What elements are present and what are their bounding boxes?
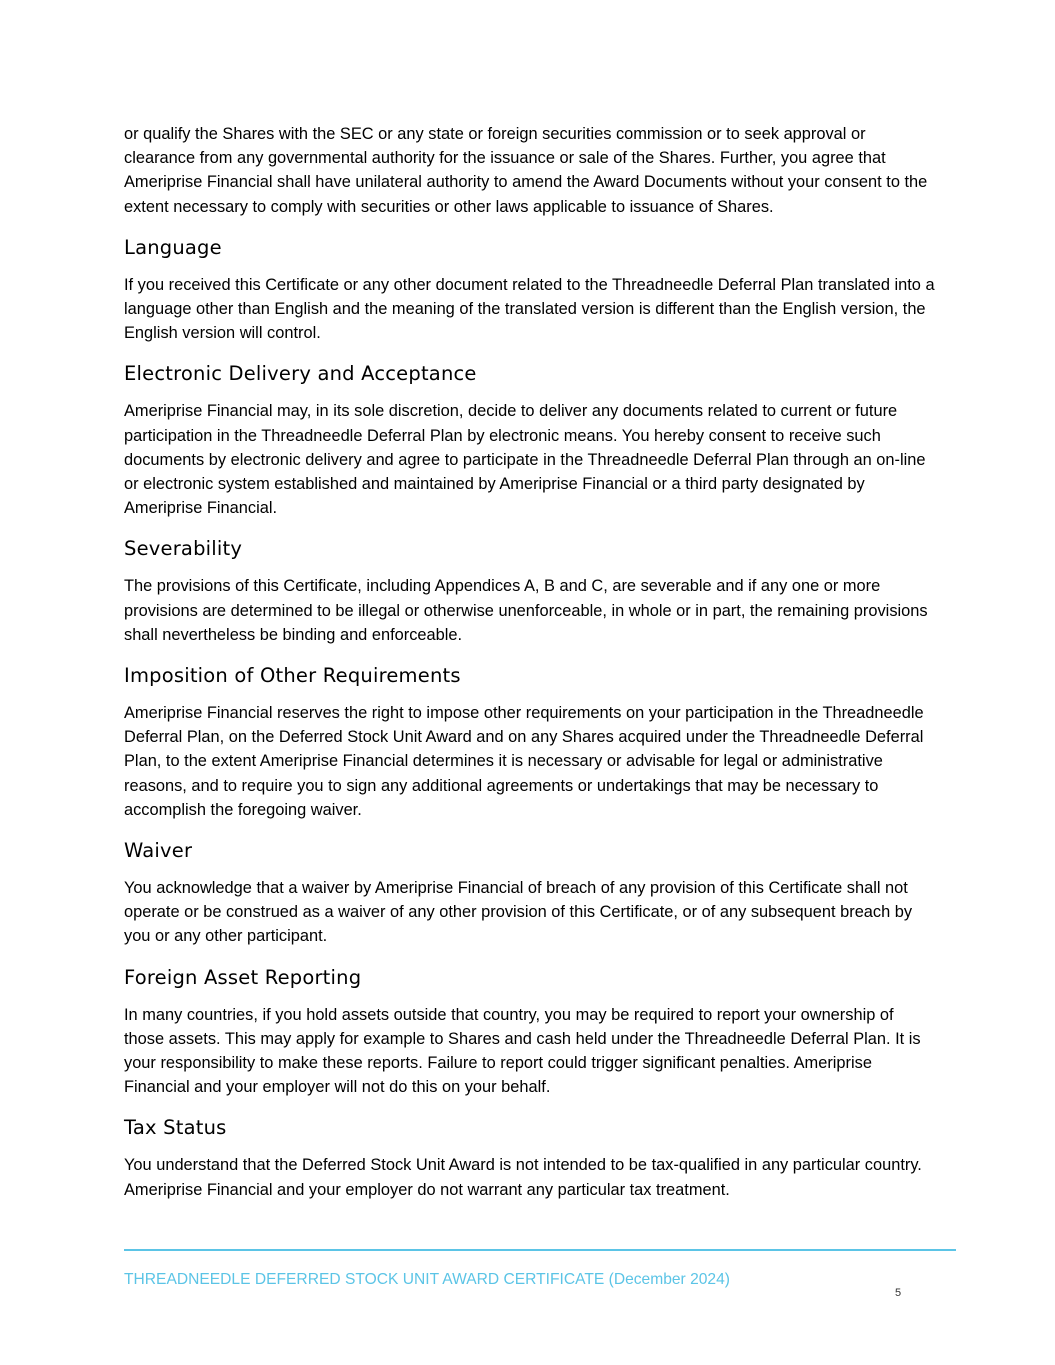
heading-severability: Severability: [124, 537, 243, 561]
paragraph-foreign-asset-reporting: In many countries, if you hold assets outside that country, you may be required to report your ownership of those assets. This may apply for example to Shares and cash held under the Threadneedle Deferral Plan. It is your responsibility to make these reports. Failure to report could trigger significant penalties. Ameriprise Financial and your employer will not do this on your behalf.: [124, 1005, 921, 1097]
paragraph-electronic-delivery: Ameriprise Financial may, in its sole discretion, decide to deliver any documents related to current or future participation in the Threadneedle Deferral Plan by electronic means. You hereby consent to receive such documents by electronic delivery and agree to participate in the Threadneedle Deferral Plan through an on-line or electronic system established and maintained by Ameriprise Financial or a third party designated by Ameriprise Financial.: [124, 402, 926, 518]
document-body: [124, 122, 936, 1219]
paragraph-other-requirements: Ameriprise Financial reserves the right to impose other requirements on your participation in the Threadneedle Deferral Plan, on the Deferred Stock Unit Award and on any Shares acquired under the Threadneedle Deferral Plan, to the extent Ameriprise Financial determines it is necessary or advisable for legal or administrative reasons, and to require you to sign any additional agreements or undertakings that may be necessary to accomplish the foregoing waiver.: [124, 704, 924, 819]
footer-title: THREADNEEDLE DEFERRED STOCK UNIT AWARD CERTIFICATE (December 2024): [124, 1271, 730, 1288]
heading-tax-status: Tax Status: [124, 1116, 227, 1140]
page-number: 5: [895, 1287, 902, 1299]
heading-language: Language: [124, 235, 222, 259]
paragraph-waiver: You acknowledge that a waiver by Ameriprise Financial of breach of any provision of this Certificate shall not operate or be construed as a waiver of any other provision of this Certificate, or of any subsequent breach by you or any other participant.: [124, 879, 913, 946]
heading-waiver: Waiver: [124, 839, 193, 863]
paragraph-tax-status: You understand that the Deferred Stock Unit Award is not intended to be tax-qualified in any particular country. Ameriprise Financial and your employer do not warrant any particular tax treatment.: [124, 1156, 922, 1199]
paragraph-severability: The provisions of this Certificate, including Appendices A, B and C, are severable and if any one or more provisions are determined to be illegal or otherwise unenforceable, in whole or in part, the remaining provisions shall nevertheless be binding and enforceable.: [124, 577, 928, 644]
footer-divider: [124, 1249, 956, 1251]
heading-foreign-asset-reporting: Foreign Asset Reporting: [124, 965, 362, 989]
paragraph-language: If you received this Certificate or any other document related to the Threadneedle Deferral Plan translated into a language other than English and the meaning of the translated version is different than the English version, the English version will control.: [124, 275, 935, 343]
heading-other-requirements: Imposition of Other Requirements: [124, 664, 461, 688]
intro-paragraph: or qualify the Shares with the SEC or any state or foreign securities commission or to seek approval or clearance from any governmental authority for the issuance or sale of the Shares. Further, you agree that Ameriprise Financial shall have unilateral authority to amend the Award Documents without your consent to the extent necessary to comply with securities or other laws applicable to issuance of Shares.: [124, 125, 928, 216]
heading-electronic-delivery: Electronic Delivery and Acceptance: [124, 362, 477, 386]
